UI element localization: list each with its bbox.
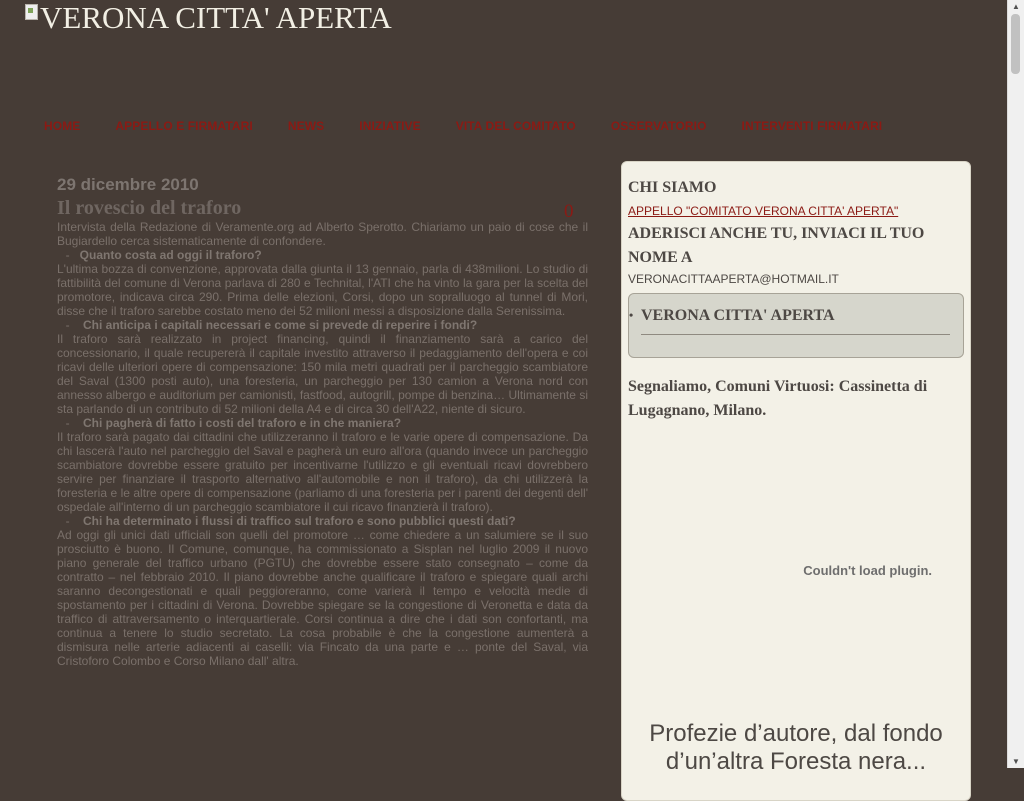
- answer: Il traforo sarà realizzato in project financing, quindi il finanziamento sarà a carico del concessionario, il quale recupererà il capitale investito attraverso il pedaggiamento dell'opera e coi ricavi delle ulteriori opere di compensazione: 150 mila metri quadrati per il parcheggio scambiatore del Saval (1300 posti auto), una foresteria, un parcheggio per 130 camion a Verona nord con annesso albergo e auditorium per camionisti, fastfood, autogrill, pompe di benzina… Ultimamente si sta parlando di un contributo di 52 milioni della A4 e di circa 30 dell'A22, niente di sicuro.: [57, 332, 588, 416]
- nav-news[interactable]: NEWS: [287, 119, 325, 133]
- scroll-up-icon[interactable]: ▲: [1012, 2, 1020, 11]
- chi-siamo-heading: CHI SIAMO: [628, 179, 717, 196]
- post-date: 29 dicembre 2010: [57, 175, 199, 194]
- widget-box: [628, 293, 964, 358]
- scrollbar-thumb[interactable]: [1011, 14, 1020, 74]
- blog-post: [57, 175, 588, 668]
- qa-section: - Chi ha determinato i flussi di traffico sul traforo e sono pubblici questi dati? Ad oggi gli unici dati ufficiali son quelli del promotore … come chiedere a un salumiere se il suo prosciutto è buono. Il Comune, comunque, ha commissionato a Sisplan nel luglio 2009 il nuovo piano generale del traffico urbano (PGTU) che dovrebbe essere stato consegnato – come da contratto – nel febbraio 2010. Il piano dovrebbe anche qualificare il traforo e spiegare quali archi saranno decongestionati e quali peggioreranno, come varierà il tempo e velocità medie di spostamento per i cittadini di Verona. Dovrebbe spiegare se la congestione di Veronetta e data da traffico di attraversamento o interquartierale. Corsi continua a dire che i dati son confortanti, ma continua a tenere lo studio secretato. La cosa probabile è che la congestione aumenterà a dismisura nelle arterie adiacenti ai caselli: via Fincato da una parte e … ponte del Saval, via Cristoforo Colombo e Corso Milano dall' altra.: [57, 514, 588, 668]
- question: Chi anticipa i capitali necessari e come si prevede di reperire i fondi?: [83, 318, 478, 332]
- question: Chi ha determinato i flussi di traffico sul traforo e sono pubblici questi dati?: [83, 514, 516, 528]
- qa-section: - Chi pagherà di fatto i costi del traforo e in che maniera? Il traforo sarà pagato dai cittadini che utilizzeranno il traforo e le varie opere di compensazione. Da chi lascerà l'auto nel parcheggio del Saval e pagherà un euro all'ora (quando invece un parcheggio scambiatore dovrebbe essere gratuito per incentivarne l'utilizzo e gli eventuali ricavi dovrebbero servire per finanziare il trasporto alternativo all'automobile e non il traforo), da chi utilizzerà la foresteria e le altre opere di compensazione (parliamo di una foresteria per i parenti dei degenti dell' ospedale all'interno di un parcheggio scambiatore il cui ricavo finanzierà il traforo).: [57, 416, 588, 514]
- site-logo[interactable]: [25, 0, 392, 36]
- prophecy-heading[interactable]: Profezie d’autore, dal fondo d’un’altra Foresta nera...: [649, 720, 943, 775]
- main-nav: [44, 119, 917, 133]
- nav-iniziative[interactable]: INIZIATIVE: [359, 119, 421, 133]
- answer: Ad oggi gli unici dati ufficiali son quelli del promotore … come chiedere a un salumiere se il suo prosciutto è buono. Il Comune, comunque, ha commissionato a Sisplan nel luglio 2009 il nuovo piano generale del traffico urbano (PGTU) che dovrebbe essere stato consegnato – come da contratto – nel febbraio 2010. Il piano dovrebbe anche qualificare il traforo e spiegare quali archi saranno decongestionati e quali peggioreranno, come varierà il tempo e velocità medie di spostamento per i cittadini di Verona. Dovrebbe spiegare se la congestione di Veronetta e data da traffico di attraversamento o interquartierale. Corsi continua a dire che i dati son confortanti, ma continua a tenere lo studio secretato. La cosa probabile è che la congestione aumenterà a dismisura nelle arterie adiacenti ai caselli: via Fincato da una parte e … ponte del Saval, via Cristoforo Colombo e Corso Milano dall' altra.: [57, 528, 588, 668]
- sidebar: [621, 161, 971, 801]
- plugin-error: Couldn't load plugin.: [803, 563, 932, 578]
- nav-home[interactable]: HOME: [44, 119, 81, 133]
- question: Quanto costa ad oggi il traforo?: [79, 248, 262, 262]
- contact-email: VERONACITTAAPERTA@HOTMAIL.IT: [628, 272, 839, 286]
- qa-section: - Quanto costa ad oggi il traforo? L'ultima bozza di convenzione, approvata dalla giunta il 13 gennaio, parla di 438milioni. Lo studio di fattibilità del comune di Verona parlava di 280 e Technital, l'ATI che ha vinto la gara per la scelta del promotore, indicava circa 290. Prima delle elezioni, Corsi, dopo un sopralluogo al tunnel di Mori, disse che il traforo sarebbe costato meno dei 52 milioni messi a disposizione dalla Serenissima.: [57, 248, 588, 318]
- broken-image-icon: [25, 4, 38, 20]
- divider: [641, 334, 950, 335]
- answer: L'ultima bozza di convenzione, approvata dalla giunta il 13 gennaio, parla di 438milioni. Lo studio di fattibilità del comune di Verona parlava di 280 e Technital, l'ATI che ha vinto la gara per la scelta del promotore, indicava circa 290. Prima delle elezioni, Corsi, dopo un sopralluogo al tunnel di Mori, disse che il traforo sarebbe costato meno dei 52 milioni messi a disposizione dalla Serenissima.: [57, 262, 588, 318]
- segnaliamo-text: Segnaliamo, Comuni Virtuosi: Cassinetta di Lugagnano, Milano.: [628, 378, 928, 419]
- question: Chi pagherà di fatto i costi del traforo e in che maniera?: [83, 416, 402, 430]
- site-title: VERONA CITTA' APERTA: [40, 0, 392, 35]
- vertical-scrollbar[interactable]: [1007, 0, 1024, 768]
- appello-link[interactable]: APPELLO "COMITATO VERONA CITTA' APERTA": [628, 204, 899, 218]
- scroll-down-icon[interactable]: ▼: [1012, 757, 1020, 766]
- aderisci-heading: ADERISCI ANCHE TU, INVIACI IL TUO NOME A: [628, 225, 925, 266]
- nav-osservatorio[interactable]: OSSERVATORIO: [610, 119, 707, 133]
- post-title[interactable]: Il rovescio del traforo: [57, 197, 242, 219]
- nav-vita-comitato[interactable]: VITA DEL COMITATO: [455, 119, 576, 133]
- widget-list-item: [641, 307, 950, 325]
- nav-interventi[interactable]: INTERVENTI FIRMATARI: [741, 119, 883, 133]
- post-body: [57, 220, 588, 668]
- post-intro: Intervista della Redazione di Veramente.org ad Alberto Sperotto. Chiariamo un paio di cose che il Bugiardello cerca sistematicamente di confondere.: [57, 220, 588, 248]
- comment-count[interactable]: 0: [564, 201, 574, 222]
- nav-appello[interactable]: APPELLO E FIRMATARI: [115, 119, 253, 133]
- qa-section: - Chi anticipa i capitali necessari e come si prevede di reperire i fondi? Il traforo sarà realizzato in project financing, quindi il finanziamento sarà a carico del concessionario, il quale recupererà il capitale investito attraverso il pedaggiamento dell'opera e coi ricavi delle ulteriori opere di compensazione: 150 mila metri quadrati per il parcheggio scambiatore del Saval (1300 posti auto), una foresteria, un parcheggio per 130 camion a Verona nord con annesso albergo e auditorium per camionisti, fastfood, autogrill, pompe di benzina… Ultimamente si sta parlando di un contributo di 52 milioni della A4 e di circa 30 dell'A22, niente di sicuro.: [57, 318, 588, 416]
- widget-item-label: VERONA CITTA' APERTA: [641, 307, 835, 324]
- answer: Il traforo sarà pagato dai cittadini che utilizzeranno il traforo e le varie opere di compensazione. Da chi lascerà l'auto nel parcheggio del Saval e pagherà un euro all'ora (quando invece un parcheggio scambiatore dovrebbe essere gratuito per incentivarne l'utilizzo e gli eventuali ricavi dovrebbero servire per finanziare il trasporto alternativo all'automobile e non il traforo), da chi utilizzerà la foresteria e le altre opere di compensazione (parliamo di una foresteria per i parenti dei degenti dell' ospedale all'interno di un parcheggio scambiatore il cui ricavo finanzierà il traforo).: [57, 430, 588, 514]
